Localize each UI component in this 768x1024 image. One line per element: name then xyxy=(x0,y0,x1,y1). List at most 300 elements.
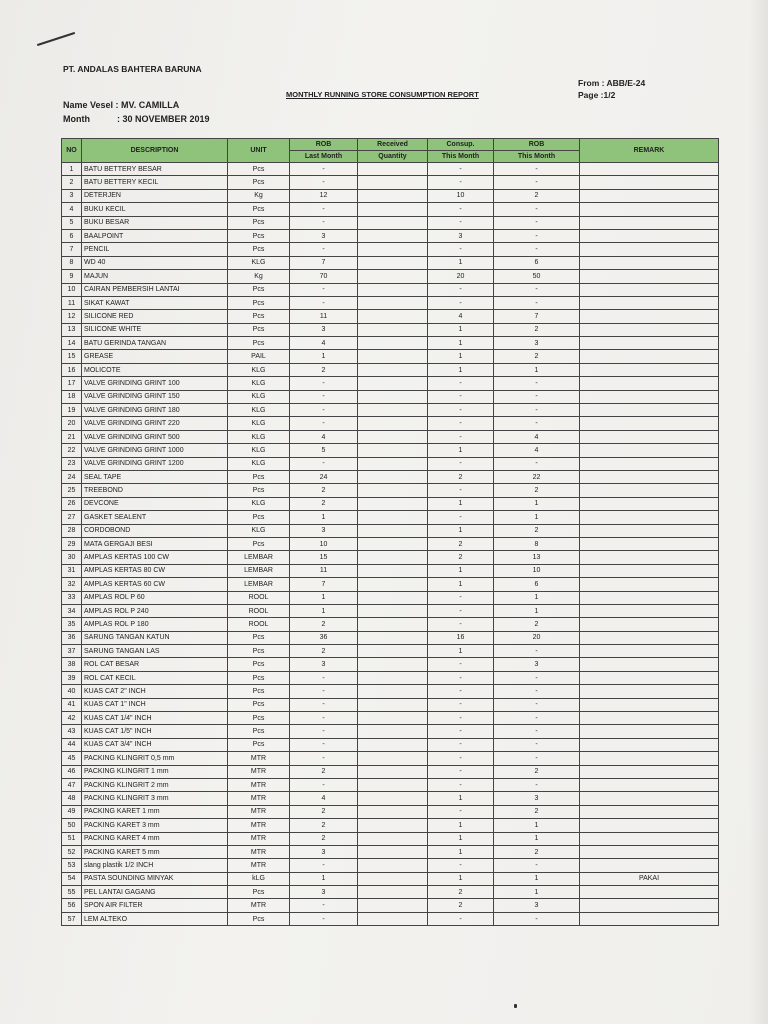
table-row xyxy=(62,725,719,738)
table-row xyxy=(62,578,719,591)
row-consup: - xyxy=(428,377,494,390)
row-consup: - xyxy=(428,765,494,778)
row-no: 36 xyxy=(62,631,82,644)
col-rob-last-top: ROB xyxy=(290,139,358,151)
row-received xyxy=(358,725,428,738)
row-received xyxy=(358,511,428,524)
row-rob-last: 2 xyxy=(290,765,358,778)
row-rob-last: - xyxy=(290,698,358,711)
row-received xyxy=(358,350,428,363)
row-no: 28 xyxy=(62,524,82,537)
row-unit: KLG xyxy=(228,363,290,376)
col-no: NO xyxy=(62,139,82,163)
row-rob-last: 2 xyxy=(290,497,358,510)
row-rob-this: 3 xyxy=(494,899,580,912)
row-remark xyxy=(580,444,719,457)
row-unit: Pcs xyxy=(228,176,290,189)
row-received xyxy=(358,805,428,818)
row-consup: - xyxy=(428,404,494,417)
row-rob-this: - xyxy=(494,243,580,256)
row-description: SPON AIR FILTER xyxy=(82,899,228,912)
row-description: AMPLAS KERTAS 100 CW xyxy=(82,551,228,564)
row-remark xyxy=(580,792,719,805)
row-description: PACKING KLINGRIT 1 mm xyxy=(82,765,228,778)
row-received xyxy=(358,685,428,698)
row-remark xyxy=(580,430,719,443)
row-unit: Pcs xyxy=(228,470,290,483)
row-rob-this: 20 xyxy=(494,631,580,644)
row-received xyxy=(358,176,428,189)
row-rob-last: 3 xyxy=(290,845,358,858)
row-description: VALVE GRINDING GRINT 180 xyxy=(82,404,228,417)
row-rob-this: 2 xyxy=(494,845,580,858)
row-no: 21 xyxy=(62,430,82,443)
table-row xyxy=(62,805,719,818)
table-row xyxy=(62,671,719,684)
row-consup: 2 xyxy=(428,551,494,564)
table-row xyxy=(62,832,719,845)
row-description: GREASE xyxy=(82,350,228,363)
row-rob-last: 3 xyxy=(290,323,358,336)
col-unit: UNIT xyxy=(228,139,290,163)
row-received xyxy=(358,417,428,430)
row-no: 52 xyxy=(62,845,82,858)
row-no: 56 xyxy=(62,899,82,912)
row-received xyxy=(358,738,428,751)
row-rob-this: - xyxy=(494,725,580,738)
row-consup: - xyxy=(428,738,494,751)
row-unit: Pcs xyxy=(228,283,290,296)
row-description: PEL LANTAI GAGANG xyxy=(82,886,228,899)
row-no: 41 xyxy=(62,698,82,711)
row-rob-this: - xyxy=(494,712,580,725)
row-unit: KLG xyxy=(228,256,290,269)
row-unit: LEMBAR xyxy=(228,578,290,591)
ink-dot xyxy=(514,1004,517,1008)
row-unit: KLG xyxy=(228,390,290,403)
row-consup: 1 xyxy=(428,872,494,885)
row-rob-this: 2 xyxy=(494,484,580,497)
row-rob-last: 70 xyxy=(290,270,358,283)
table-row xyxy=(62,886,719,899)
row-received xyxy=(358,404,428,417)
row-description: PACKING KLINGRIT 0,5 mm xyxy=(82,752,228,765)
row-received xyxy=(358,256,428,269)
row-consup: 4 xyxy=(428,310,494,323)
row-remark xyxy=(580,912,719,925)
row-unit: Pcs xyxy=(228,323,290,336)
row-remark xyxy=(580,216,719,229)
row-rob-last: 7 xyxy=(290,256,358,269)
row-rob-last: 2 xyxy=(290,832,358,845)
row-remark xyxy=(580,270,719,283)
row-unit: Pcs xyxy=(228,671,290,684)
row-remark xyxy=(580,511,719,524)
row-unit: MTR xyxy=(228,845,290,858)
row-remark xyxy=(580,229,719,242)
row-unit: Pcs xyxy=(228,511,290,524)
row-no: 45 xyxy=(62,752,82,765)
row-remark xyxy=(580,363,719,376)
row-received xyxy=(358,363,428,376)
row-remark xyxy=(580,899,719,912)
row-rob-this: - xyxy=(494,738,580,751)
row-description: BATU GERINDA TANGAN xyxy=(82,337,228,350)
row-unit: KLG xyxy=(228,430,290,443)
row-consup: 1 xyxy=(428,497,494,510)
row-rob-last: 24 xyxy=(290,470,358,483)
row-consup: - xyxy=(428,805,494,818)
row-no: 30 xyxy=(62,551,82,564)
table-row xyxy=(62,283,719,296)
row-rob-last: - xyxy=(290,912,358,925)
row-consup: - xyxy=(428,671,494,684)
row-rob-last: - xyxy=(290,457,358,470)
row-remark xyxy=(580,725,719,738)
row-description: BATU BETTERY BESAR xyxy=(82,163,228,176)
row-consup: - xyxy=(428,712,494,725)
row-description: LEM ALTEKO xyxy=(82,912,228,925)
table-row xyxy=(62,256,719,269)
row-received xyxy=(358,912,428,925)
row-unit: Pcs xyxy=(228,725,290,738)
row-rob-last: 1 xyxy=(290,604,358,617)
row-rob-last: - xyxy=(290,216,358,229)
row-no: 54 xyxy=(62,872,82,885)
row-received xyxy=(358,886,428,899)
table-row xyxy=(62,912,719,925)
row-description: AMPLAS ROL P 240 xyxy=(82,604,228,617)
row-description: SARUNG TANGAN KATUN xyxy=(82,631,228,644)
row-description: MAJUN xyxy=(82,270,228,283)
table-row xyxy=(62,417,719,430)
row-received xyxy=(358,899,428,912)
row-no: 22 xyxy=(62,444,82,457)
row-rob-last: - xyxy=(290,203,358,216)
row-no: 13 xyxy=(62,323,82,336)
row-unit: MTR xyxy=(228,778,290,791)
row-description: PASTA SOUNDING MINYAK xyxy=(82,872,228,885)
row-received xyxy=(358,497,428,510)
table-row xyxy=(62,872,719,885)
row-rob-last: 1 xyxy=(290,350,358,363)
row-description: CAIRAN PEMBERSIH LANTAI xyxy=(82,283,228,296)
row-received xyxy=(358,591,428,604)
table-row xyxy=(62,618,719,631)
row-consup: 3 xyxy=(428,229,494,242)
row-unit: MTR xyxy=(228,805,290,818)
row-received xyxy=(358,484,428,497)
row-remark xyxy=(580,337,719,350)
row-unit: KLG xyxy=(228,524,290,537)
col-remark: REMARK xyxy=(580,139,719,163)
row-no: 57 xyxy=(62,912,82,925)
col-rob-last-bottom: Last Month xyxy=(290,151,358,163)
row-rob-this: - xyxy=(494,859,580,872)
row-no: 38 xyxy=(62,658,82,671)
row-description: SIKAT KAWAT xyxy=(82,296,228,309)
row-unit: MTR xyxy=(228,752,290,765)
row-unit: Pcs xyxy=(228,296,290,309)
table-row xyxy=(62,497,719,510)
row-rob-this: 2 xyxy=(494,350,580,363)
row-consup: - xyxy=(428,163,494,176)
row-rob-this: 2 xyxy=(494,524,580,537)
row-received xyxy=(358,444,428,457)
table-row xyxy=(62,484,719,497)
row-no: 20 xyxy=(62,417,82,430)
row-received xyxy=(358,457,428,470)
row-remark xyxy=(580,752,719,765)
row-rob-last: 5 xyxy=(290,444,358,457)
row-rob-this: 3 xyxy=(494,658,580,671)
row-remark xyxy=(580,457,719,470)
row-received xyxy=(358,712,428,725)
row-rob-last: 2 xyxy=(290,645,358,658)
page-number: Page :1/2 xyxy=(578,90,616,100)
row-rob-this: - xyxy=(494,671,580,684)
row-rob-this: 6 xyxy=(494,256,580,269)
row-consup: 10 xyxy=(428,189,494,202)
row-description: AMPLAS ROL P 60 xyxy=(82,591,228,604)
row-received xyxy=(358,564,428,577)
row-no: 32 xyxy=(62,578,82,591)
table-row xyxy=(62,363,719,376)
row-unit: Pcs xyxy=(228,738,290,751)
row-no: 18 xyxy=(62,390,82,403)
col-received-top: Received xyxy=(358,139,428,151)
row-no: 50 xyxy=(62,819,82,832)
row-description: WD 40 xyxy=(82,256,228,269)
row-rob-this: - xyxy=(494,296,580,309)
row-description: MATA GERGAJI BESI xyxy=(82,537,228,550)
row-no: 6 xyxy=(62,229,82,242)
row-unit: PAIL xyxy=(228,350,290,363)
row-rob-last: 3 xyxy=(290,658,358,671)
col-rob-this-top: ROB xyxy=(494,139,580,151)
table-row xyxy=(62,631,719,644)
row-unit: MTR xyxy=(228,819,290,832)
row-rob-this: 1 xyxy=(494,591,580,604)
row-rob-this: - xyxy=(494,778,580,791)
row-consup: - xyxy=(428,859,494,872)
row-remark xyxy=(580,832,719,845)
row-no: 27 xyxy=(62,511,82,524)
table-row xyxy=(62,163,719,176)
row-received xyxy=(358,551,428,564)
col-consup-bottom: This Month xyxy=(428,151,494,163)
row-consup: 1 xyxy=(428,564,494,577)
row-description: KUAS CAT 3/4" INCH xyxy=(82,738,228,751)
row-rob-last: - xyxy=(290,283,358,296)
row-no: 2 xyxy=(62,176,82,189)
col-consup-top: Consup. xyxy=(428,139,494,151)
row-consup: - xyxy=(428,752,494,765)
row-remark xyxy=(580,671,719,684)
row-no: 34 xyxy=(62,604,82,617)
row-no: 8 xyxy=(62,256,82,269)
row-rob-this: 3 xyxy=(494,792,580,805)
table-row xyxy=(62,738,719,751)
row-remark xyxy=(580,484,719,497)
row-unit: MTR xyxy=(228,792,290,805)
row-rob-this: - xyxy=(494,216,580,229)
table-row xyxy=(62,712,719,725)
row-remark xyxy=(580,631,719,644)
row-description: VALVE GRINDING GRINT 500 xyxy=(82,430,228,443)
row-rob-last: 3 xyxy=(290,886,358,899)
row-unit: ROOL xyxy=(228,591,290,604)
row-rob-this: 22 xyxy=(494,470,580,483)
row-rob-last: 2 xyxy=(290,484,358,497)
row-description: CORDOBOND xyxy=(82,524,228,537)
row-remark xyxy=(580,845,719,858)
table-row xyxy=(62,819,719,832)
row-consup: - xyxy=(428,484,494,497)
row-remark xyxy=(580,296,719,309)
row-remark xyxy=(580,765,719,778)
row-unit: Pcs xyxy=(228,484,290,497)
col-description: DESCRIPTION xyxy=(82,139,228,163)
row-remark xyxy=(580,685,719,698)
row-remark xyxy=(580,819,719,832)
row-rob-last: 3 xyxy=(290,229,358,242)
row-remark xyxy=(580,390,719,403)
row-rob-this: - xyxy=(494,203,580,216)
table-row xyxy=(62,377,719,390)
row-rob-this: 2 xyxy=(494,189,580,202)
row-description: BATU BETTERY KECIL xyxy=(82,176,228,189)
table-row xyxy=(62,270,719,283)
row-description: KUAS CAT 1/5" INCH xyxy=(82,725,228,738)
row-no: 35 xyxy=(62,618,82,631)
row-no: 37 xyxy=(62,645,82,658)
table-row xyxy=(62,845,719,858)
month-label: Month xyxy=(63,114,90,124)
row-rob-last: - xyxy=(290,671,358,684)
row-consup: - xyxy=(428,243,494,256)
row-rob-last: 7 xyxy=(290,578,358,591)
row-no: 10 xyxy=(62,283,82,296)
row-rob-last: 2 xyxy=(290,819,358,832)
row-rob-last: 36 xyxy=(290,631,358,644)
table-row xyxy=(62,243,719,256)
row-received xyxy=(358,270,428,283)
row-consup: - xyxy=(428,457,494,470)
row-no: 12 xyxy=(62,310,82,323)
row-unit: Pcs xyxy=(228,698,290,711)
table-row xyxy=(62,444,719,457)
row-remark xyxy=(580,778,719,791)
row-consup: - xyxy=(428,511,494,524)
row-consup: 1 xyxy=(428,363,494,376)
row-rob-this: 2 xyxy=(494,618,580,631)
row-rob-last: - xyxy=(290,176,358,189)
row-rob-this: - xyxy=(494,176,580,189)
row-consup: 1 xyxy=(428,645,494,658)
table-row xyxy=(62,551,719,564)
row-description: BUKU BESAR xyxy=(82,216,228,229)
row-consup: - xyxy=(428,417,494,430)
row-rob-this: - xyxy=(494,404,580,417)
row-unit: ROOL xyxy=(228,618,290,631)
row-consup: - xyxy=(428,725,494,738)
row-consup: 1 xyxy=(428,792,494,805)
row-unit: Pcs xyxy=(228,203,290,216)
row-remark xyxy=(580,591,719,604)
row-description: PACKING KARET 1 mm xyxy=(82,805,228,818)
row-rob-last: 4 xyxy=(290,792,358,805)
row-description: PACKING KLINGRIT 2 mm xyxy=(82,778,228,791)
table-row xyxy=(62,430,719,443)
row-remark xyxy=(580,189,719,202)
table-row xyxy=(62,685,719,698)
row-received xyxy=(358,618,428,631)
row-description: VALVE GRINDING GRINT 220 xyxy=(82,417,228,430)
row-unit: MTR xyxy=(228,859,290,872)
row-received xyxy=(358,578,428,591)
row-description: AMPLAS KERTAS 60 CW xyxy=(82,578,228,591)
row-remark xyxy=(580,163,719,176)
row-description: PACKING KLINGRIT 3 mm xyxy=(82,792,228,805)
row-rob-last: 2 xyxy=(290,618,358,631)
table-row xyxy=(62,323,719,336)
row-description: BUKU KECIL xyxy=(82,203,228,216)
row-no: 48 xyxy=(62,792,82,805)
row-rob-last: - xyxy=(290,899,358,912)
row-rob-this: - xyxy=(494,377,580,390)
scan-shadow xyxy=(748,0,768,1024)
table-row xyxy=(62,792,719,805)
row-consup: 2 xyxy=(428,470,494,483)
row-unit: Pcs xyxy=(228,631,290,644)
row-unit: KLG xyxy=(228,444,290,457)
row-no: 42 xyxy=(62,712,82,725)
row-rob-this: - xyxy=(494,685,580,698)
row-description: DETERJEN xyxy=(82,189,228,202)
row-description: PACKING KARET 5 mm xyxy=(82,845,228,858)
row-consup: - xyxy=(428,296,494,309)
table-row xyxy=(62,229,719,242)
row-consup: - xyxy=(428,216,494,229)
row-consup: - xyxy=(428,430,494,443)
row-consup: - xyxy=(428,698,494,711)
row-rob-last: 10 xyxy=(290,537,358,550)
row-rob-last: - xyxy=(290,712,358,725)
row-remark xyxy=(580,176,719,189)
table-row xyxy=(62,511,719,524)
row-no: 16 xyxy=(62,363,82,376)
row-consup: - xyxy=(428,203,494,216)
row-remark xyxy=(580,524,719,537)
row-received xyxy=(358,645,428,658)
row-consup: 1 xyxy=(428,845,494,858)
row-rob-this: - xyxy=(494,229,580,242)
row-rob-this: 7 xyxy=(494,310,580,323)
row-rob-last: 1 xyxy=(290,591,358,604)
row-unit: KLG xyxy=(228,377,290,390)
row-description: TREEBOND xyxy=(82,484,228,497)
row-no: 43 xyxy=(62,725,82,738)
row-description: ROL CAT BESAR xyxy=(82,658,228,671)
row-rob-this: 1 xyxy=(494,819,580,832)
row-received xyxy=(358,163,428,176)
row-remark xyxy=(580,283,719,296)
row-unit: KLG xyxy=(228,497,290,510)
row-rob-last: - xyxy=(290,404,358,417)
row-consup: - xyxy=(428,283,494,296)
row-received xyxy=(358,604,428,617)
